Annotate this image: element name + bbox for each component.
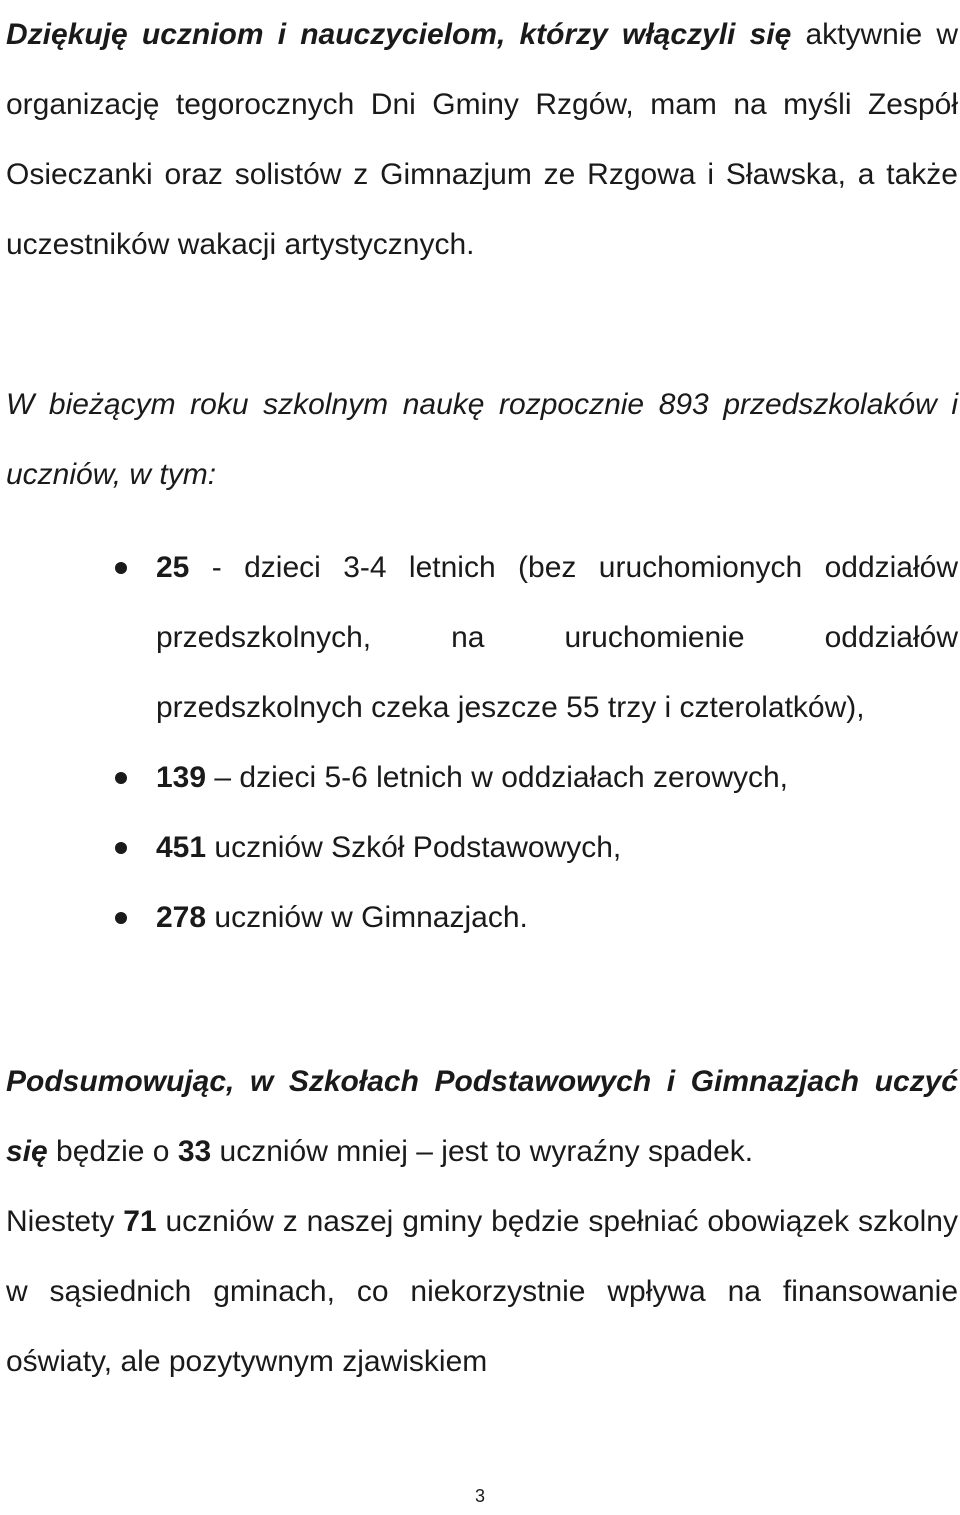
list-item <box>0 813 960 883</box>
thanks-lead: Dziękuję uczniom i nauczycielom, którzy włączyli się <box>6 18 792 51</box>
list-item-number: 25 <box>156 551 190 584</box>
summary-number: 33 <box>177 1135 212 1168</box>
neighbor-text-a: Niestety <box>6 1205 124 1238</box>
neighbor-number: 71 <box>123 1205 157 1238</box>
neighbor-text-b: uczniów z naszej gminy będzie spełniać obowiązek szkolny w sąsiednich gminach, co niekorzystnie wpływa na finansowanie oświaty, ale pozytywnym zjawiskiem <box>6 1205 958 1378</box>
list-item <box>0 883 960 953</box>
list-item-number: 451 <box>156 831 207 864</box>
paragraph-neighbor-gminas <box>6 1187 958 1397</box>
thanks-rest: aktywnie w organizację tegorocznych Dni Gminy Rzgów, mam na myśli Zespół Osieczanki oraz solistów z Gimnazjum ze Rzgowa i Sławska, a także uczestników wakacji artystycznych. <box>6 18 959 261</box>
list-item-number: 139 <box>156 761 207 794</box>
list-item-text: - dzieci 3-4 letnich (bez uruchomionych oddziałów przedszkolnych, na uruchomienie oddziałów przedszkolnych czeka jeszcze 55 trzy i czterolatków), <box>156 551 958 724</box>
bullet-icon <box>115 562 127 574</box>
list-item-text: uczniów Szkół Podstawowych, <box>206 831 622 864</box>
bullet-icon <box>115 912 127 924</box>
bullet-icon <box>115 842 127 854</box>
summary-text-b: uczniów mniej – jest to wyraźny spadek. <box>211 1135 754 1168</box>
summary-text-a: będzie o <box>47 1135 178 1168</box>
list-item-text: uczniów w Gimnazjach. <box>206 901 528 934</box>
enrollment-list <box>0 533 960 953</box>
paragraph-enrollment <box>6 370 958 510</box>
list-item-text: – dzieci 5-6 letnich w oddziałach zerowych, <box>206 761 789 794</box>
list-item <box>0 533 960 743</box>
enrollment-text: W bieżącym roku szkolnym naukę rozpocznie 893 przedszkolaków i uczniów, w tym: <box>6 388 958 491</box>
bullet-icon <box>115 772 127 784</box>
page-number: 3 <box>474 1486 485 1506</box>
paragraph-summary <box>6 1047 958 1187</box>
list-item-number: 278 <box>156 901 207 934</box>
summary-lead: Podsumowując, w Szkołach Podstawowych i Gimnazjach uczyć się <box>6 1065 958 1168</box>
list-item <box>0 743 960 813</box>
paragraph-thanks <box>6 0 958 280</box>
